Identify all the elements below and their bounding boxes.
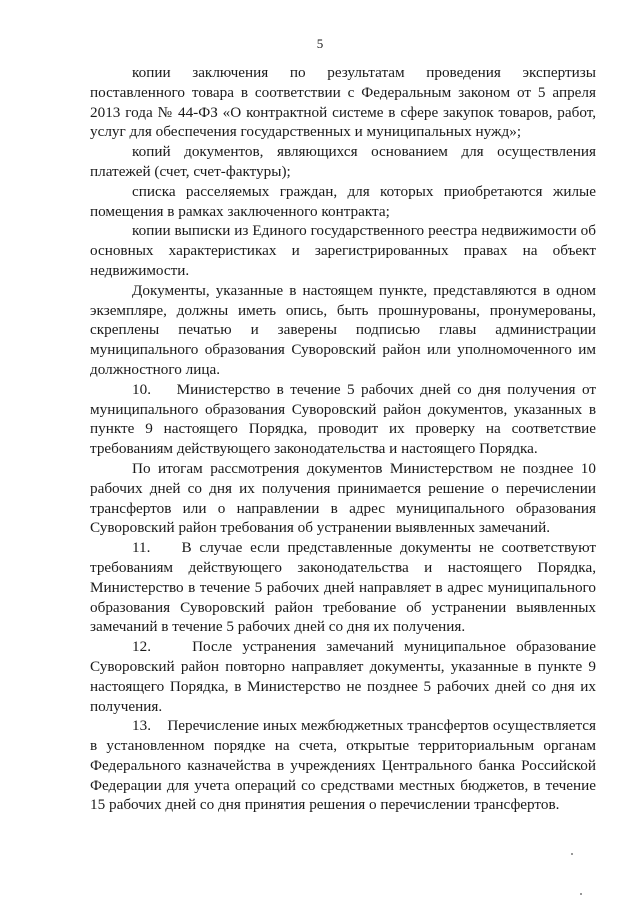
paragraph-documents-requirements: Документы, указанные в настоящем пункте, представляются в одном экземпляре, должны иметь опись, быть прошнурованы, пронумерованы, скреплены печатью и заверены подписью главы администрации муниципального образования Суворовский район или уполномоченного им должностного лица.	[90, 281, 596, 378]
scan-speck	[580, 893, 582, 895]
paragraph-registry-extract: копии выписки из Единого государственного реестра недвижимости об основных характеристиках и зарегистрированных правах на объект недвижимости.	[90, 222, 596, 279]
document-body	[90, 63, 596, 815]
paragraph-payment-documents: копий документов, являющихся основанием для осуществления платежей (счет, счет-фактуры);	[90, 143, 596, 180]
paragraph-expertise-copies: копии заключения по результатам проведения экспертизы поставленного товара в соответствии с Федеральным законом от 5 апреля 2013 года № 44-ФЗ «О контрактной системе в сфере закупок товаров, работ, услуг для обеспечения государственных и муниципальных нужд»;	[90, 64, 596, 141]
paragraph-item-12: 12. После устранения замечаний муниципальное образование Суворовский район повторно направляет документы, указанные в пункте 9 настоящего Порядка, в Министерство не позднее 5 рабочих дней со дня их получения.	[90, 638, 596, 715]
paragraph-item-11: 11. В случае если представленные документы не соответствуют требованиям действующего законодательства и настоящего Порядка, Министерство в течение 5 рабочих дней направляет в адрес муниципального образования Суворовский район требование об устранении выявленных замечаний в течение 5 рабочих дней со дня их получения.	[90, 539, 596, 636]
page-number: 5	[316, 36, 324, 51]
paragraph-review-results: По итогам рассмотрения документов Министерством не позднее 10 рабочих дней со дня их получения принимается решение о перечислении трансфертов или о направлении в адрес муниципального образования Суворовский район требования об устранении выявленных замечаний.	[90, 459, 596, 537]
paragraph-item-13: 13. Перечисление иных межбюджетных трансфертов осуществляется в установленном порядке на счета, открытые территориальным органам Федерального казначейства в учреждениях Центрального банка Российской Федерации для учета операций со средствами местных бюджетов, в течение 15 рабочих дней со дня принятия решения о перечислении трансфертов.	[90, 717, 596, 814]
scan-speck	[571, 853, 573, 855]
paragraph-item-10: 10. Министерство в течение 5 рабочих дней со дня получения от муниципального образования Суворовский район документов, указанных в пункте 9 настоящего Порядка, проводит их проверку на соответствие требованиям действующего законодательства и настоящего Порядка.	[90, 380, 596, 458]
paragraph-resettled-citizens-list: списка расселяемых граждан, для которых приобретаются жилые помещения в рамках заключенного контракта;	[90, 182, 596, 220]
